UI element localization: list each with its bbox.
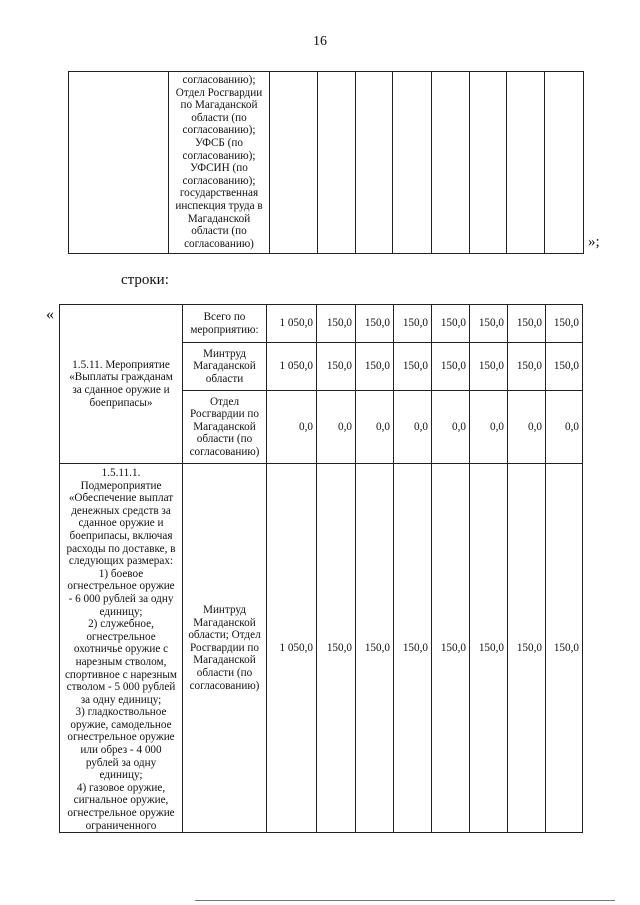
year-value: 150,0 bbox=[394, 464, 432, 833]
text-line: области (по bbox=[196, 667, 253, 679]
text-line: согласованию); bbox=[182, 149, 256, 162]
year-value: 0,0 bbox=[317, 391, 356, 464]
year-value: 150,0 bbox=[470, 464, 508, 833]
year-value: 0,0 bbox=[470, 391, 508, 464]
year-value: 0,0 bbox=[432, 391, 470, 464]
text-line: инспекция труда в bbox=[175, 199, 263, 212]
empty-cell bbox=[356, 72, 393, 254]
text-line: 1.5.11.1. bbox=[101, 467, 141, 479]
year-value: 0,0 bbox=[394, 391, 432, 464]
text-line: согласованию); bbox=[182, 74, 256, 86]
text-line: сигнальное оружие, bbox=[73, 794, 169, 807]
text-line: за сданное оружие и bbox=[72, 384, 170, 396]
empty-cell bbox=[507, 72, 545, 254]
executor-text bbox=[171, 74, 267, 250]
text-line: области bbox=[205, 372, 244, 385]
text-line: оружие, самодельное bbox=[70, 718, 172, 731]
year-value: 0,0 bbox=[508, 391, 546, 464]
text-line: согласованию) bbox=[189, 445, 260, 458]
text-line: ограниченного bbox=[85, 819, 157, 832]
text-line: спортивное с нарезным bbox=[64, 668, 178, 681]
empty-cell bbox=[432, 72, 470, 254]
year-value: 150,0 bbox=[317, 343, 356, 391]
year-value: 150,0 bbox=[470, 305, 508, 343]
text-line: расходы по доставке, в bbox=[66, 542, 176, 555]
text-line: Минтруд bbox=[203, 347, 246, 360]
year-value: 150,0 bbox=[356, 464, 394, 833]
opening-quote: « bbox=[46, 306, 54, 323]
year-value: 150,0 bbox=[394, 305, 432, 343]
text-line: согласованию) bbox=[184, 237, 254, 250]
text-line: охотничье оружие с bbox=[73, 643, 169, 656]
text-line: 1.5.11. Мероприятие bbox=[72, 358, 170, 371]
activity-name-cell bbox=[60, 305, 183, 464]
text-line: нарезным стволом, bbox=[75, 655, 167, 668]
year-value: 150,0 bbox=[546, 343, 583, 391]
empty-cell bbox=[270, 72, 318, 254]
text-line: Подмероприятие bbox=[80, 479, 162, 492]
year-value: 150,0 bbox=[508, 464, 546, 833]
text-line: 1) боевое bbox=[98, 567, 144, 580]
text-line: Магаданской bbox=[193, 360, 256, 373]
executor-cell bbox=[183, 464, 267, 833]
text-line: сданное оружие и bbox=[78, 517, 164, 530]
text-line: огнестрельное оружие bbox=[67, 580, 175, 593]
text-line: государственная bbox=[179, 187, 259, 200]
year-value: 150,0 bbox=[508, 305, 546, 343]
text-line: следующих размерах: bbox=[68, 555, 174, 568]
text-line: или обрез - 4 000 bbox=[80, 744, 162, 757]
year-value: 150,0 bbox=[432, 343, 470, 391]
year-value: 150,0 bbox=[317, 305, 356, 343]
text-line: УФСИН (по bbox=[190, 162, 248, 175]
text-line: Магаданской bbox=[193, 420, 256, 433]
year-value: 150,0 bbox=[546, 305, 583, 343]
closing-quote: »; bbox=[588, 234, 600, 250]
text-line: стволом - 5 000 рублей bbox=[66, 681, 176, 694]
text-line: области (по bbox=[191, 111, 247, 124]
total-value: 1 050,0 bbox=[267, 464, 317, 833]
section-label: строки: bbox=[121, 272, 169, 288]
text-line: по Магаданской bbox=[180, 99, 258, 112]
year-value: 0,0 bbox=[546, 391, 583, 464]
text-line: области; Отдел bbox=[188, 629, 261, 642]
year-value: 150,0 bbox=[356, 305, 394, 343]
page-number: 16 bbox=[313, 34, 327, 49]
text-line: рублей за одну bbox=[85, 756, 157, 769]
text-line: области (по bbox=[191, 225, 247, 238]
empty-cell bbox=[318, 72, 356, 254]
text-line: Всего по bbox=[203, 310, 246, 323]
text-line: «Обеспечение выплат bbox=[68, 492, 174, 505]
total-value: 1 050,0 bbox=[267, 343, 317, 391]
text-line: за одну единицу; bbox=[80, 693, 162, 706]
year-value: 150,0 bbox=[470, 343, 508, 391]
bottom-rule bbox=[195, 900, 615, 901]
activity-table bbox=[59, 304, 583, 833]
text-line: согласованию); bbox=[182, 174, 256, 187]
text-line: 2) служебное, bbox=[88, 618, 154, 631]
text-line: области (по bbox=[196, 433, 253, 446]
total-value: 1 050,0 bbox=[267, 305, 317, 343]
text-line: «Выплаты гражданам bbox=[69, 371, 173, 384]
text-line: боеприпасы, включая bbox=[69, 529, 173, 542]
text-line: мероприятию: bbox=[190, 323, 259, 336]
text-line: боеприпасы» bbox=[89, 396, 153, 409]
text-line: УФСБ (по bbox=[195, 136, 243, 149]
executor-cell bbox=[183, 305, 267, 343]
empty-cell bbox=[69, 72, 169, 254]
year-value: 150,0 bbox=[546, 464, 583, 833]
text-line: единицу; bbox=[99, 605, 143, 618]
text-line: 3) гладкоствольное bbox=[75, 706, 167, 719]
executor-cell bbox=[183, 391, 267, 464]
year-value: 150,0 bbox=[508, 343, 546, 391]
empty-cell bbox=[545, 72, 584, 254]
text-line: огнестрельное оружие bbox=[67, 807, 175, 820]
subactivity-name-cell bbox=[60, 464, 183, 833]
text-line: Росгвардии по bbox=[190, 641, 259, 654]
year-value: 150,0 bbox=[317, 464, 356, 833]
text-line: огнестрельное bbox=[86, 630, 156, 643]
continuation-table bbox=[68, 71, 584, 254]
empty-cell bbox=[470, 72, 507, 254]
executor-cell bbox=[169, 72, 270, 254]
year-value: 150,0 bbox=[432, 464, 470, 833]
text-line: согласованию); bbox=[182, 124, 256, 137]
text-line: - 6 000 рублей за одну bbox=[68, 592, 174, 605]
year-value: 0,0 bbox=[356, 391, 394, 464]
text-line: согласованию) bbox=[189, 679, 260, 692]
text-line: единицу; bbox=[99, 769, 143, 782]
empty-cell bbox=[393, 72, 432, 254]
executor-cell bbox=[183, 343, 267, 391]
text-line: Магаданской bbox=[193, 654, 256, 667]
text-line: Росгвардии по bbox=[190, 408, 259, 421]
text-line: Отдел bbox=[209, 395, 240, 408]
year-value: 150,0 bbox=[356, 343, 394, 391]
year-value: 150,0 bbox=[394, 343, 432, 391]
table-row bbox=[60, 305, 583, 343]
text-line: 4) газовое оружие, bbox=[76, 781, 166, 794]
text-line: огнестрельное оружие bbox=[67, 731, 175, 744]
text-line: Магаданской bbox=[187, 212, 251, 225]
text-line: Минтруд bbox=[203, 604, 246, 617]
total-value: 0,0 bbox=[267, 391, 317, 464]
year-value: 150,0 bbox=[432, 305, 470, 343]
text-line: Магаданской bbox=[193, 616, 256, 629]
text-line: денежных средств за bbox=[71, 504, 171, 517]
table-row bbox=[60, 464, 583, 833]
text-line: Отдел Росгвардии bbox=[175, 86, 263, 99]
